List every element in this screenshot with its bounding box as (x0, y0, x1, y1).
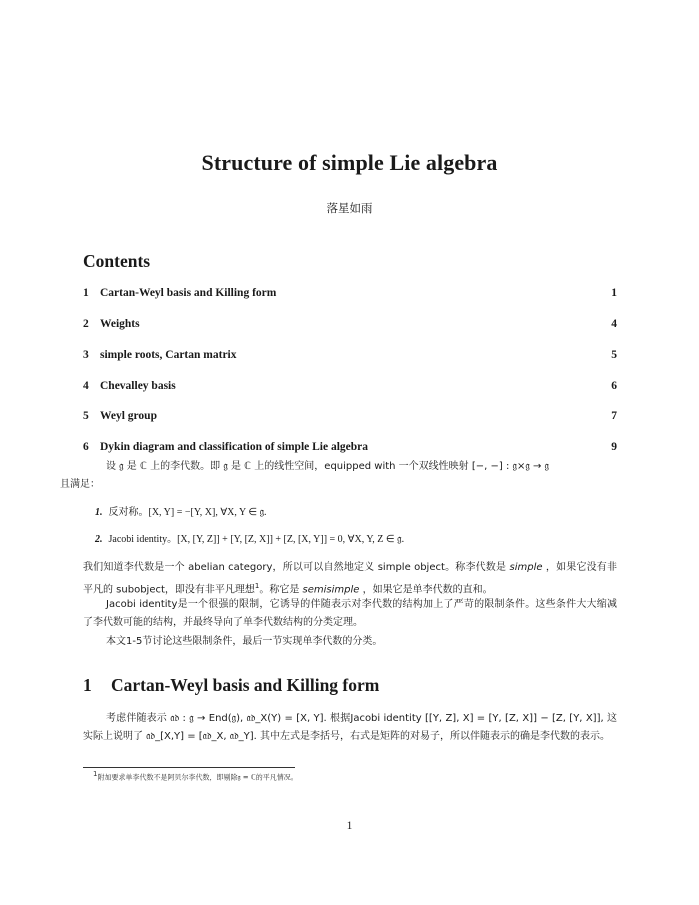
footnote-mark[interactable]: 1 (254, 582, 260, 590)
footnote (93, 770, 298, 782)
section-title: Cartan-Weyl basis and Killing form (111, 675, 380, 695)
toc-entry-page: 6 (611, 380, 617, 392)
toc-entry-title: simple roots, Cartan matrix (100, 349, 237, 361)
toc-entry-number: 2 (83, 318, 89, 330)
toc-entry-number: 5 (83, 410, 89, 422)
toc-entry-number: 1 (83, 287, 89, 299)
toc-entry-title: Weights (100, 318, 140, 330)
toc-entry[interactable] (83, 316, 617, 332)
toc-entry-page: 7 (611, 410, 617, 422)
list-item-antisymmetry (95, 504, 615, 522)
toc-entry-title: Chevalley basis (100, 380, 176, 392)
contents-heading: Contents (83, 251, 151, 271)
toc-entry[interactable] (83, 408, 617, 424)
footnote-mark: 1 (93, 770, 98, 778)
text-span: ，如果它没有非平凡的 subobject，即没有非平凡理想 (83, 562, 617, 596)
term-semisimple: semisimple (302, 584, 360, 596)
toc-entry-page: 9 (611, 441, 617, 453)
simple-definition-paragraph (83, 559, 617, 599)
list-item-jacobi (95, 531, 615, 549)
toc-entry-title: Cartan-Weyl basis and Killing form (100, 287, 277, 299)
intro-paragraph (60, 458, 617, 494)
footnote-divider (83, 767, 295, 768)
document-title: Structure of simple Lie algebra (201, 150, 498, 175)
list-text: 反对称。[X, Y] = −[Y, X], ∀X, Y ∈ 𝔤. (108, 507, 267, 518)
toc-entry-page: 4 (611, 318, 617, 330)
toc-entry-title: Dykin diagram and classification of simple Lie algebra (100, 441, 369, 453)
outline-paragraph: 本文1-5节讨论这些限制条件，最后一节实现单李代数的分类。 (106, 636, 383, 647)
intro-line-1: 设 𝔤 是 ℂ 上的李代数。即 𝔤 是 ℂ 上的线性空间，equipped with 一个双线性映射 [−, −] : 𝔤×𝔤 → 𝔤 (106, 461, 549, 472)
document-author: 落星如雨 (326, 201, 373, 215)
text-span: 。称它是 (259, 584, 303, 596)
footnote-text: 附加要求单李代数不是阿贝尔李代数，即剔除𝔤 = ℂ的平凡情况。 (97, 773, 298, 782)
list-text: Jacobi identity。[X, [Y, Z]] + [Y, [Z, X]] + [Z, [X, Y]] = 0, ∀X, Y, Z ∈ 𝔤. (108, 534, 405, 545)
page-number: 1 (346, 820, 353, 832)
toc-entry-page: 5 (611, 349, 617, 361)
list-number: 1. (95, 507, 103, 518)
section-heading (83, 675, 379, 696)
toc-entry[interactable] (83, 347, 617, 363)
toc-entry-number: 3 (83, 349, 89, 361)
toc-entry-title: Weyl group (100, 410, 157, 422)
section-number: 1 (83, 675, 92, 695)
toc-entry-number: 4 (83, 380, 89, 392)
jacobi-paragraph: Jacobi identity是一个很强的限制，它诱导的伴随表示对李代数的结构加上了严苛的限制条件。这些条件大大缩减了李代数可能的结构，并最终导向了单李代数结构的分类定理。 (83, 599, 617, 628)
list-number: 2. (95, 534, 103, 545)
toc-entry[interactable] (83, 439, 617, 455)
text-span: 我们知道李代数是一个 abelian category，所以可以自然地定义 simple object。称李代数是 (83, 562, 510, 573)
toc-entry-page: 1 (611, 287, 617, 299)
text-span: ，如果它是单李代数的直和。 (359, 584, 493, 596)
toc-entry[interactable] (83, 285, 617, 301)
toc-entry[interactable] (83, 378, 617, 394)
section-paragraph: 考虑伴随表示 𝔞𝔡 : 𝔤 → End(𝔤), 𝔞𝔡_X(Y) = [X, Y]. 根据Jacobi identity [[Y, Z], X] = [Y, [Z, X]] − [Z, [Y, X]], 这实际上说明了 𝔞𝔡_[X,Y] = [𝔞𝔡_X, 𝔞𝔡_Y]. 其中左式是李括号，右式是矩阵的对易子，所以伴随表示的确是李代数的表示。 (83, 713, 617, 742)
term-simple: simple (509, 562, 543, 573)
intro-line-2: 且满足： (60, 479, 100, 490)
toc-entry-number: 6 (83, 441, 89, 453)
